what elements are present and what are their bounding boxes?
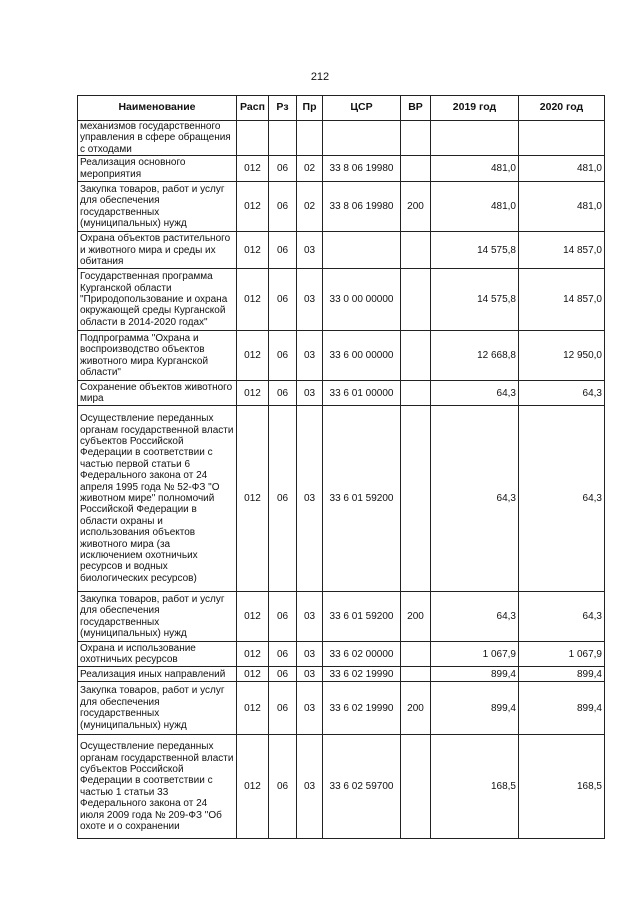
row-pr <box>297 121 323 156</box>
row-2020: 899,4 <box>519 682 605 735</box>
col-rz-header: Рз <box>269 96 297 121</box>
row-2019: 14 575,8 <box>431 232 519 269</box>
row-2019: 14 575,8 <box>431 269 519 331</box>
row-name: Закупка товаров, работ и услуг для обеспечения государственных (муниципальных) нужд <box>78 682 237 735</box>
row-pr: 03 <box>297 642 323 667</box>
row-rz: 06 <box>269 667 297 682</box>
row-2020: 168,5 <box>519 735 605 839</box>
table-row <box>78 182 605 232</box>
col-csr-header: ЦСР <box>323 96 401 121</box>
row-vr <box>401 667 431 682</box>
row-csr: 33 0 00 00000 <box>323 269 401 331</box>
row-vr <box>401 381 431 406</box>
row-vr <box>401 232 431 269</box>
table-body <box>78 121 605 839</box>
row-pr: 03 <box>297 406 323 592</box>
row-name: Государственная программа Курганской области "Природопользование и охрана окружающей среды Курганской области в 2014-2020 годах" <box>78 269 237 331</box>
col-2019-header: 2019 год <box>431 96 519 121</box>
row-rz: 06 <box>269 642 297 667</box>
table-row <box>78 592 605 642</box>
row-2019: 899,4 <box>431 667 519 682</box>
row-rasp: 012 <box>237 381 269 406</box>
row-2020: 481,0 <box>519 156 605 182</box>
table-row <box>78 735 605 839</box>
row-name: механизмов государственного управления в сфере обращения с отходами <box>78 121 237 156</box>
row-rasp: 012 <box>237 331 269 381</box>
row-name: Охрана и использование охотничьих ресурсов <box>78 642 237 667</box>
row-rz <box>269 121 297 156</box>
row-rasp: 012 <box>237 735 269 839</box>
row-2020: 899,4 <box>519 667 605 682</box>
row-2020: 12 950,0 <box>519 331 605 381</box>
row-2020: 64,3 <box>519 592 605 642</box>
row-rasp: 012 <box>237 592 269 642</box>
row-csr: 33 6 01 00000 <box>323 381 401 406</box>
row-name: Охрана объектов растительного и животного мира и среды их обитания <box>78 232 237 269</box>
row-2020: 14 857,0 <box>519 232 605 269</box>
row-pr: 03 <box>297 735 323 839</box>
row-2019: 481,0 <box>431 182 519 232</box>
row-pr: 03 <box>297 667 323 682</box>
row-csr: 33 8 06 19980 <box>323 156 401 182</box>
row-2020: 481,0 <box>519 182 605 232</box>
col-vr-header: ВР <box>401 96 431 121</box>
row-name: Реализация иных направлений <box>78 667 237 682</box>
row-vr <box>401 735 431 839</box>
row-vr <box>401 406 431 592</box>
budget-table <box>77 95 605 839</box>
row-pr: 02 <box>297 156 323 182</box>
row-name: Закупка товаров, работ и услуг для обеспечения государственных (муниципальных) нужд <box>78 592 237 642</box>
row-vr: 200 <box>401 592 431 642</box>
row-rasp: 012 <box>237 156 269 182</box>
row-2019: 168,5 <box>431 735 519 839</box>
row-rz: 06 <box>269 381 297 406</box>
row-vr <box>401 331 431 381</box>
row-pr: 03 <box>297 682 323 735</box>
col-2020-header: 2020 год <box>519 96 605 121</box>
row-2020 <box>519 121 605 156</box>
table-row <box>78 121 605 156</box>
row-2019: 481,0 <box>431 156 519 182</box>
row-csr <box>323 232 401 269</box>
table-row <box>78 232 605 269</box>
row-2020: 64,3 <box>519 406 605 592</box>
row-rz: 06 <box>269 331 297 381</box>
table-row <box>78 667 605 682</box>
row-2019: 12 668,8 <box>431 331 519 381</box>
row-name: Осуществление переданных органам государственной власти субъектов Российской Федерации в соответствии с частью первой статьи 6 Федерального закона от 24 апреля 1995 года № 52-ФЗ "О животном мире" полномочий Российской Федерации в области охраны и использования объектов животного мира (за исключением охотничьих ресурсов и водных биологических ресурсов) <box>78 406 237 592</box>
header-row <box>78 96 605 121</box>
row-2019: 64,3 <box>431 592 519 642</box>
row-rz: 06 <box>269 682 297 735</box>
table-row <box>78 381 605 406</box>
row-rz: 06 <box>269 406 297 592</box>
row-csr: 33 6 02 59700 <box>323 735 401 839</box>
table-row <box>78 269 605 331</box>
row-csr: 33 8 06 19980 <box>323 182 401 232</box>
row-pr: 03 <box>297 381 323 406</box>
row-csr: 33 6 02 00000 <box>323 642 401 667</box>
col-name-header: Наименование <box>78 96 237 121</box>
table-row <box>78 156 605 182</box>
row-rasp: 012 <box>237 667 269 682</box>
table-row <box>78 331 605 381</box>
row-name: Подпрограмма "Охрана и воспроизводство объектов животного мира Курганской области" <box>78 331 237 381</box>
row-2020: 64,3 <box>519 381 605 406</box>
row-rasp <box>237 121 269 156</box>
table-row <box>78 682 605 735</box>
row-name: Закупка товаров, работ и услуг для обеспечения государственных (муниципальных) нужд <box>78 182 237 232</box>
row-2019: 64,3 <box>431 381 519 406</box>
table-row <box>78 642 605 667</box>
row-rz: 06 <box>269 232 297 269</box>
row-rasp: 012 <box>237 682 269 735</box>
row-name: Реализация основного мероприятия <box>78 156 237 182</box>
row-2020: 1 067,9 <box>519 642 605 667</box>
row-2019: 64,3 <box>431 406 519 592</box>
row-rz: 06 <box>269 156 297 182</box>
row-csr: 33 6 01 59200 <box>323 406 401 592</box>
row-rasp: 012 <box>237 182 269 232</box>
row-pr: 03 <box>297 592 323 642</box>
row-pr: 03 <box>297 232 323 269</box>
row-csr <box>323 121 401 156</box>
row-rz: 06 <box>269 592 297 642</box>
row-name: Сохранение объектов животного мира <box>78 381 237 406</box>
row-vr <box>401 642 431 667</box>
row-rasp: 012 <box>237 269 269 331</box>
row-name: Осуществление переданных органам государственной власти субъектов Российской Федерации в соответствии с частью 1 статьи 33 Федерального закона от 24 июля 2009 года № 209-ФЗ "Об охоте и о сохранении <box>78 735 237 839</box>
row-rasp: 012 <box>237 232 269 269</box>
row-csr: 33 6 00 00000 <box>323 331 401 381</box>
col-pr-header: Пр <box>297 96 323 121</box>
table-row <box>78 406 605 592</box>
row-csr: 33 6 01 59200 <box>323 592 401 642</box>
row-pr: 02 <box>297 182 323 232</box>
row-pr: 03 <box>297 331 323 381</box>
row-rz: 06 <box>269 182 297 232</box>
row-vr: 200 <box>401 182 431 232</box>
row-rz: 06 <box>269 735 297 839</box>
row-2019: 899,4 <box>431 682 519 735</box>
row-vr <box>401 269 431 331</box>
row-2020: 14 857,0 <box>519 269 605 331</box>
row-rz: 06 <box>269 269 297 331</box>
row-2019: 1 067,9 <box>431 642 519 667</box>
row-2019 <box>431 121 519 156</box>
row-vr <box>401 156 431 182</box>
row-rasp: 012 <box>237 642 269 667</box>
page-number: 212 <box>310 71 330 83</box>
row-vr <box>401 121 431 156</box>
row-pr: 03 <box>297 269 323 331</box>
row-vr: 200 <box>401 682 431 735</box>
col-rasp-header: Расп <box>237 96 269 121</box>
table-header <box>78 96 605 121</box>
row-csr: 33 6 02 19990 <box>323 682 401 735</box>
row-rasp: 012 <box>237 406 269 592</box>
row-csr: 33 6 02 19990 <box>323 667 401 682</box>
